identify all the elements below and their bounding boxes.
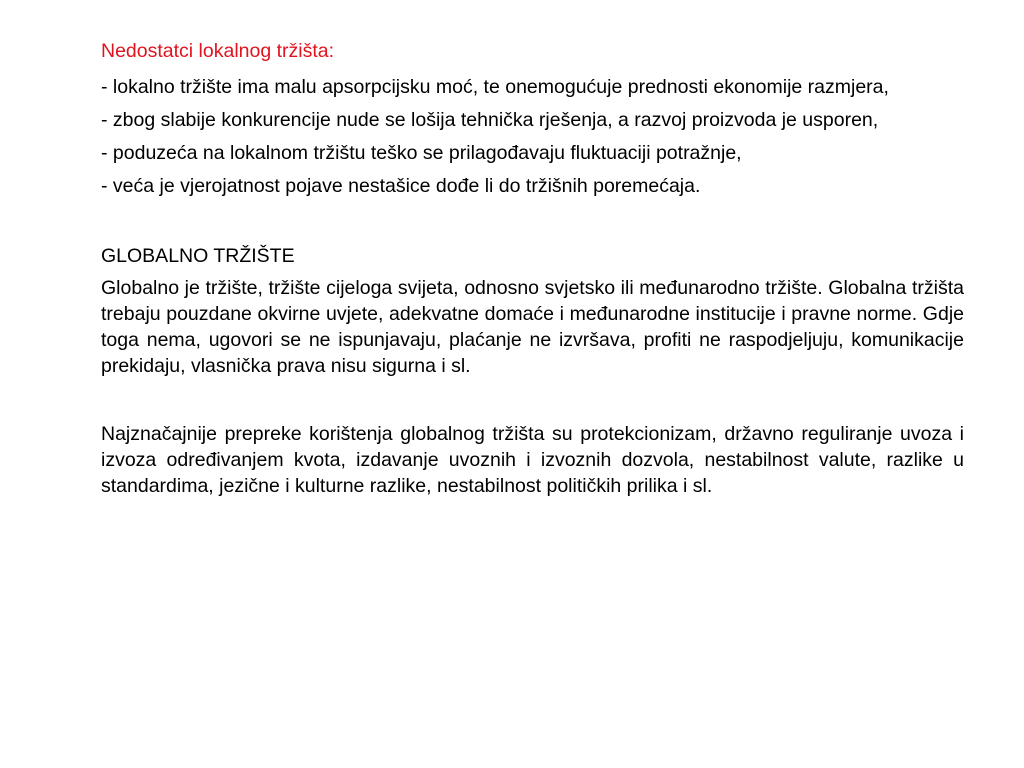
local-market-bullet-2: - zbog slabije konkurencije nude se lošija tehnička rješenja, a razvoj proizvoda je usporen, bbox=[101, 109, 879, 131]
slide-content bbox=[101, 30, 964, 499]
local-market-bullet-3: - poduzeća na lokalnom tržištu teško se prilagođavaju fluktuaciji potražnje, bbox=[101, 142, 742, 164]
local-market-bullet-1: - lokalno tržište ima malu apsorpcijsku moć, te onemogućuje prednosti ekonomije razmjera, bbox=[101, 76, 889, 98]
global-market-title: GLOBALNO TRŽIŠTE bbox=[101, 245, 295, 267]
global-market-paragraph-1: Globalno je tržište, tržište cijeloga svijeta, odnosno svjetsko ili međunarodno tržište. Globalna tržišta trebaju pouzdane okvirne uvjete, adekvatne domaće i međunarodne institucije i pravne norme. Gdje toga nema, ugovori se ne ispunjavaju, plaćanje ne izvršava, profiti ne raspodjeljuju, komunikacije prekidaju, vlasnička prava nisu sigurna i sl. bbox=[101, 277, 964, 377]
local-market-heading: Nedostatci lokalnog tržišta: bbox=[101, 40, 335, 62]
global-market-paragraph-2: Najznačajnije prepreke korištenja globalnog tržišta su protekcionizam, državno reguliranje uvoza i izvoza određivanjem kvota, izdavanje uvoznih i izvoznih dozvola, nestabilnost valute, razlike u standardima, jezične i kulturne razlike, nestabilnost političkih prilika i sl. bbox=[101, 423, 964, 497]
local-market-bullet-4: - veća je vjerojatnost pojave nestašice dođe li do tržišnih poremećaja. bbox=[101, 175, 701, 197]
